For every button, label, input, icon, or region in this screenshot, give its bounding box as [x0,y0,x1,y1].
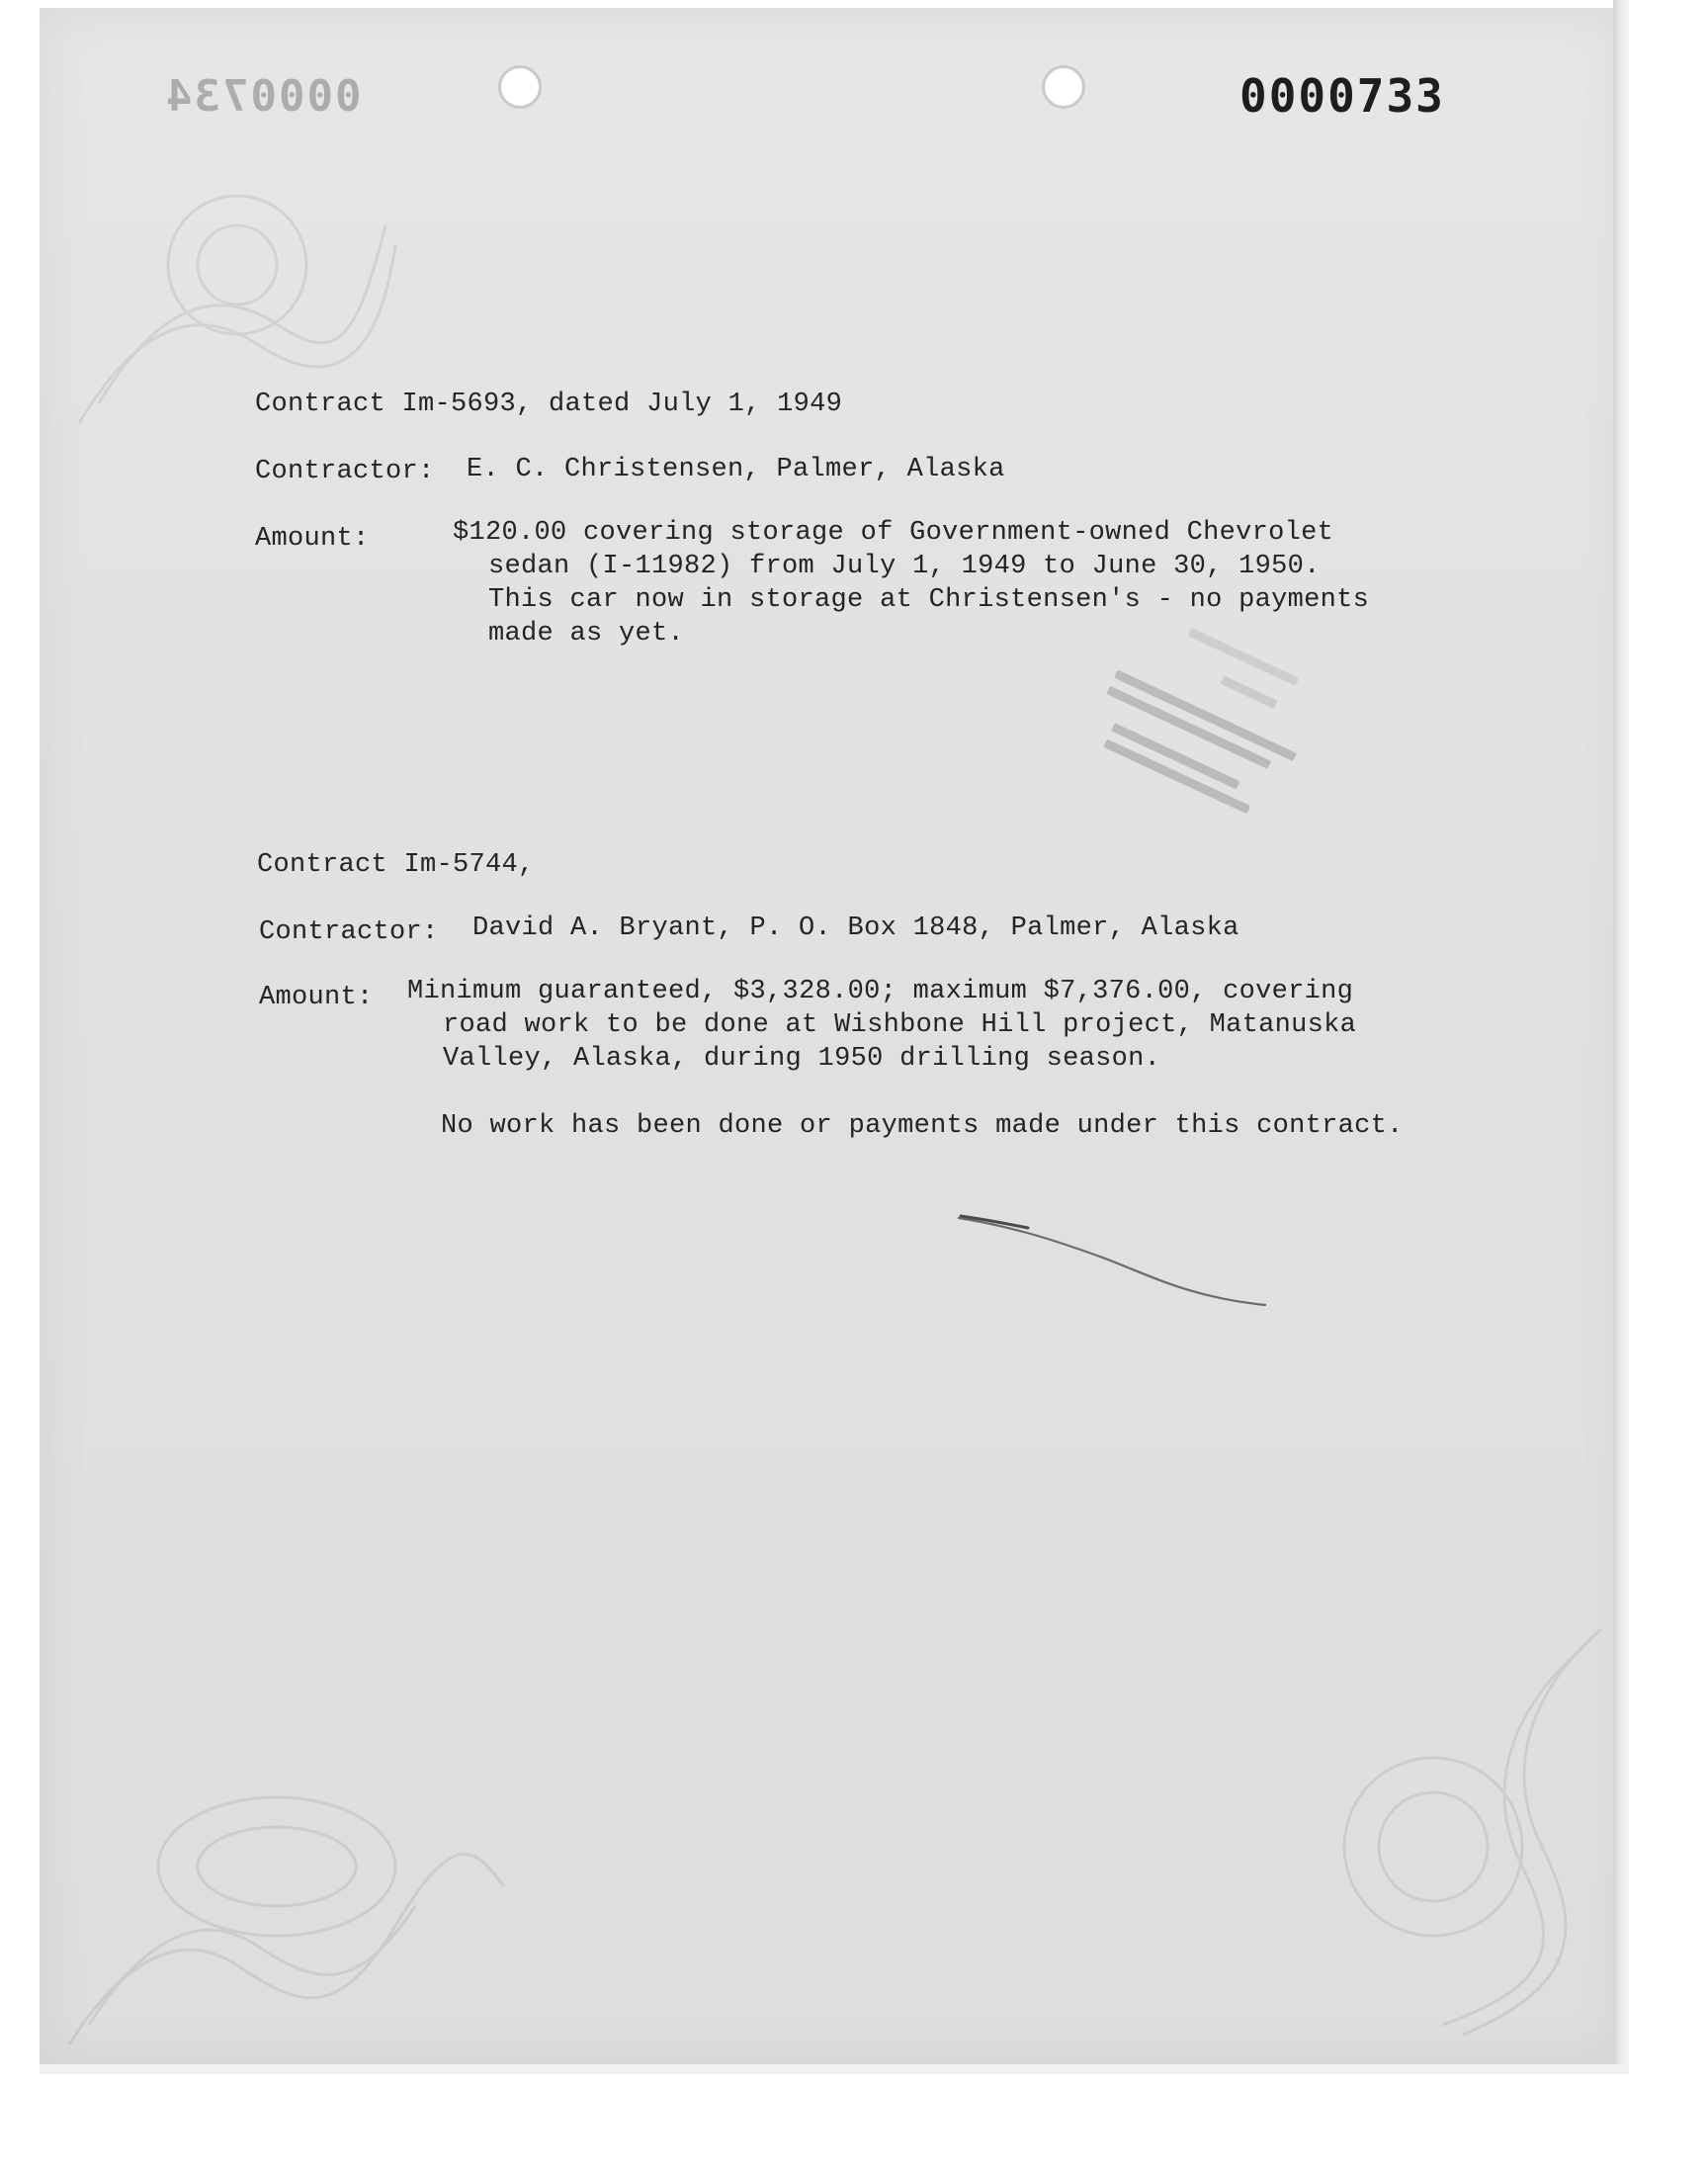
contract-1-title: Contract Im-5693, dated July 1, 1949 [255,390,843,419]
contract-1-contractor-label: Contractor: [255,457,435,486]
contract-2-amount-line-2: road work to be done at Wishbone Hill project, Matanuska [443,1010,1357,1040]
watermark-right-icon [1206,1610,1621,2044]
contract-1-amount-line-4: made as yet. [488,619,685,649]
punch-hole-icon [1042,65,1085,109]
contract-1-amount-line-3: This car now in storage at Christensen's - no payments [488,585,1370,615]
contract-2-amount-line-1: Minimum guaranteed, $3,328.00; maximum $7,376.00, covering [407,977,1354,1006]
contract-2-amount-line-3: Valley, Alaska, during 1950 drilling season. [443,1044,1161,1074]
punch-hole-icon [498,65,542,109]
contract-1-contractor-value: E. C. Christensen, Palmer, Alaska [467,455,1005,484]
contract-1-amount-line-1: $120.00 covering storage of Government-owned Chevrolet [453,518,1334,548]
paper-edge [1613,0,1629,2072]
pen-stroke-mark [949,1198,1275,1317]
bleed-through-serial: 0000734 [164,71,362,122]
contract-2-contractor-value: David A. Bryant, P. O. Box 1848, Palmer, Alaska [472,914,1239,943]
contract-2-contractor-label: Contractor: [259,917,439,947]
watermark-corner-icon [59,1669,514,2064]
contract-2-amount-label: Amount: [259,983,374,1012]
contract-2-title: Contract Im-5744, [257,850,535,880]
contract-2-note: No work has been done or payments made under this contract. [441,1111,1404,1141]
document-serial-number: 0000733 [1239,69,1445,123]
paper-bottom-edge [40,2064,1629,2074]
contract-1-amount-label: Amount: [255,524,370,554]
contract-1-amount-line-2: sedan (I-11982) from July 1, 1949 to June 30, 1950. [488,552,1321,581]
